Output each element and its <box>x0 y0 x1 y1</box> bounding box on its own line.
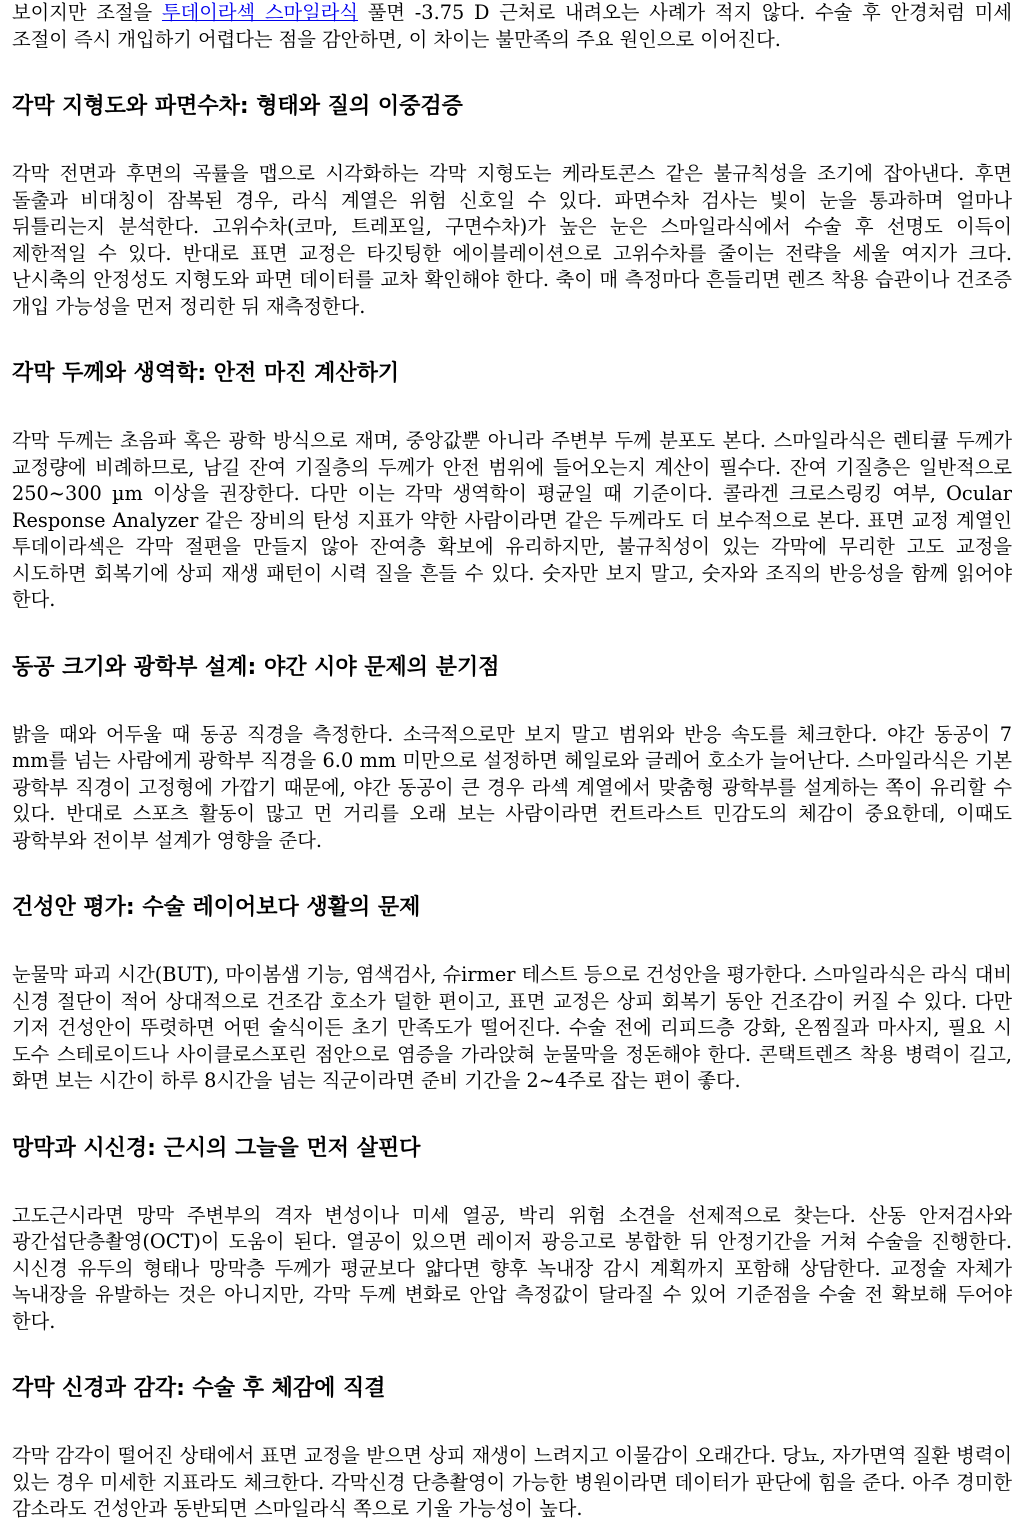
section-heading-nerve: 각막 신경과 감각: 수술 후 체감에 직결 <box>12 1376 386 1401</box>
intro-text-after-link: 풀면 -3.75 D 근처로 내려오는 사례가 적지 않다. 수술 후 안경처럼 미세 조절이 즉시 개입하기 어렵다는 점을 감안하면, 이 차이는 불만족의 주요 원인으로 이어진다. <box>12 1 1012 51</box>
intro-paragraph <box>12 0 1012 53</box>
section-heading-retina: 망막과 시신경: 근시의 그늘을 먼저 살핀다 <box>12 1135 421 1161</box>
section-heading-dry-eye: 건성안 평가: 수술 레이어보다 생활의 문제 <box>12 895 421 920</box>
section-body-topography: 각막 전면과 후면의 곡률을 맵으로 시각화하는 각막 지형도는 케라토콘스 같은 불규칙성을 조기에 잡아낸다. 후면 돌출과 비대칭이 잠복된 경우, 라식 계열은 위험 신호일 수 있다. 파면수차 검사는 빛이 눈을 통과하며 얼마나 뒤틀리는지 분석한다. 고위수차(코마, 트레포일, 구면수차)가 높은 눈은 스마일라식에서 수술 후 선명도 이득이 제한적일 수 있다. 반대로 표면 교정은 타깃팅한 에이블레이션으로 고위수차를 줄이는 전략을 세울 여지가 크다. 난시축의 안정성도 지형도와 파면 데이터를 교차 확인해야 한다. 축이 매 측정마다 흔들리면 렌즈 착용 습관이나 건조증 개입 가능성을 먼저 정리한 뒤 재측정한다. <box>12 162 1012 318</box>
section-body-nerve: 각막 감각이 떨어진 상태에서 표면 교정을 받으면 상피 재생이 느려지고 이물감이 오래간다. 당뇨, 자가면역 질환 병력이 있는 경우 미세한 지표라도 체크한다. 각막신경 단층촬영이 가능한 병원이라면 데이터가 판단에 힘을 준다. 아주 경미한 감소라도 건성안과 동반되면 스마일라식 쪽으로 기울 가능성이 높다. <box>12 1444 1012 1520</box>
section-body-retina: 고도근시라면 망막 주변부의 격자 변성이나 미세 열공, 박리 위험 소견을 선제적으로 찾는다. 산동 안저검사와 광간섭단층촬영(OCT)이 도움이 된다. 열공이 있으면 레이저 광응고로 봉합한 뒤 안정기간을 거쳐 수술을 진행한다. 시신경 유두의 형태나 망막층 두께가 평균보다 얇다면 향후 녹내장 감시 계획까지 포함해 상담한다. 교정술 자체가 녹내장을 유발하는 것은 아니지만, 각막 두께 변화로 안압 측정값이 달라질 수 있어 기준점을 수술 전 확보해 두어야 한다. <box>12 1203 1012 1333</box>
section-body-thickness: 각막 두께는 초음파 혹은 광학 방식으로 재며, 중앙값뿐 아니라 주변부 두께 분포도 본다. 스마일라식은 렌티큘 두께가 교정량에 비례하므로, 남길 잔여 기질층의 두께가 안전 범위에 들어오는지 계산이 필수다. 잔여 기질층은 일반적으로 250~300 µm 이상을 권장한다. 다만 이는 각막 생역학이 평균일 때 기준이다. 콜라겐 크로스링킹 여부, Ocular Response Analyzer 같은 장비의 탄성 지표가 약한 사람이라면 같은 두께라도 더 보수적으로 본다. 표면 교정 계열인 투데이라섹은 각막 절편을 만들지 않아 잔여층 확보에 유리하지만, 불규칙성이 있는 각막에 무리한 고도 교정을 시도하면 회복기에 상피 재생 패턴이 시력 질을 흔들 수 있다. 숫자만 보지 말고, 숫자와 조직의 반응성을 함께 읽어야 한다. <box>12 429 1012 611</box>
intro-text-before-link: 보이지만 조절을 <box>12 1 162 24</box>
section-body-dry-eye: 눈물막 파괴 시간(BUT), 마이봄샘 기능, 염색검사, 슈irmer 테스트 등으로 건성안을 평가한다. 스마일라식은 라식 대비 신경 절단이 적어 상대적으로 건조감 호소가 덜한 편이고, 표면 교정은 상피 회복기 동안 건조감이 커질 수 있다. 다만 기저 건성안이 뚜렷하면 어떤 술식이든 초기 만족도가 떨어진다. 수술 전에 리피드층 강화, 온찜질과 마사지, 필요 시 도수 스테로이드나 사이클로스포린 점안으로 염증을 가라앉혀 눈물막을 정돈해야 한다. 콘택트렌즈 착용 병력이 길고, 화면 보는 시간이 하루 8시간을 넘는 직군이라면 준비 기간을 2~4주로 잡는 편이 좋다. <box>12 963 1012 1092</box>
section-heading-thickness: 각막 두께와 생역학: 안전 마진 계산하기 <box>12 361 400 386</box>
procedure-link[interactable]: 투데이라섹 스마일라식 <box>161 1 358 24</box>
section-heading-topography: 각막 지형도와 파면수차: 형태와 질의 이중검증 <box>12 94 463 119</box>
section-body-pupil: 밝을 때와 어두울 때 동공 직경을 측정한다. 소극적으로만 보지 말고 범위와 반응 속도를 체크한다. 야간 동공이 7 mm를 넘는 사람에게 광학부 직경을 6.0 mm 미만으로 설정하면 헤일로와 글레어 호소가 늘어난다. 스마일라식은 기본 광학부 직경이 고정형에 가깝기 때문에, 야간 동공이 큰 경우 라섹 계열에서 맞춤형 광학부를 설계하는 쪽이 유리할 수 있다. 반대로 스포츠 활동이 많고 먼 거리를 오래 보는 사람이라면 컨트라스트 민감도의 체감이 중요한데, 이때도 광학부와 전이부 설계가 영향을 준다. <box>12 722 1012 852</box>
section-heading-pupil: 동공 크기와 광학부 설계: 야간 시야 문제의 분기점 <box>12 654 500 680</box>
document-page <box>12 0 1012 1523</box>
